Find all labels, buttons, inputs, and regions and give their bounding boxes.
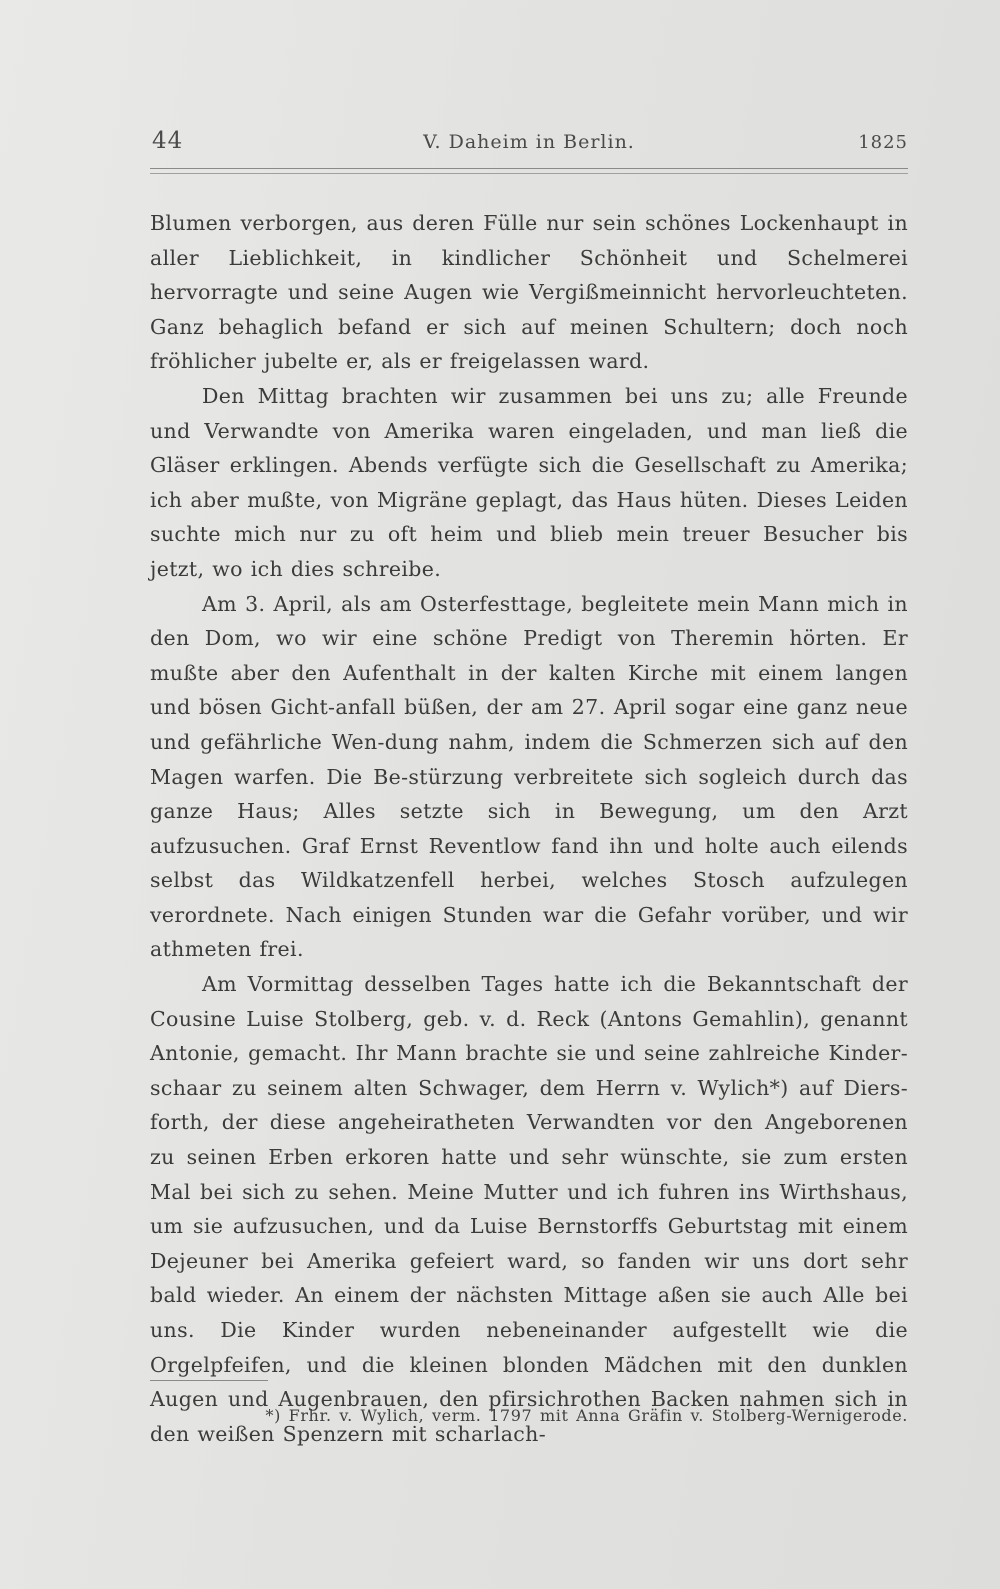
header-rule xyxy=(150,168,908,169)
page-header xyxy=(150,128,908,162)
footnote-rule xyxy=(150,1380,268,1381)
footnote: *) Frhr. v. Wylich, verm. 1797 mit Anna Gräfin v. Stolberg-Wernigerode. xyxy=(265,1406,908,1425)
paragraph: Den Mittag brachten wir zusammen bei uns zu; alle Freunde und Verwandte von Amerika waren eingeladen, und man ließ die Gläser erklingen. Abends verfügte sich die Gesellschaft zu Amerika; ich aber mußte, von Migräne geplagt, das Haus hüten. Dieses Leiden suchte mich nur zu oft heim und blieb mein treuer Besucher bis jetzt, wo ich dies schreibe. xyxy=(150,383,908,581)
header-rule-secondary xyxy=(150,173,908,174)
paragraph-continuation: Blumen verborgen, aus deren Fülle nur sein schönes Lockenhaupt in aller Lieblichkeit, in kindlicher Schönheit und Schelmerei hervorragte und seine Augen wie Vergißmeinnicht hervorleuchteten. Ganz behaglich befand er sich auf meinen Schultern; doch noch fröhlicher jubelte er, als er freigelassen ward. xyxy=(150,211,908,374)
paragraph: Am Vormittag desselben Tages hatte ich die Bekanntschaft der Cousine Luise Stolberg, geb. v. d. Reck (Antons Gemahlin), genannt Antonie, gemacht. Ihr Mann brachte sie und seine zahlreiche Kinder-schaar zu seinem alten Schwager, dem Herrn v. Wylich*) auf Diers-forth, der diese angeheiratheten Verwandten vor den Angeborenen zu seinen Erben erkoren hatte und sehr wünschte, sie zum ersten Mal bei sich zu sehen. Meine Mutter und ich fuhren ins Wirthshaus, um sie aufzusuchen, und da Luise Bernstorffs Geburtstag mit einem Dejeuner bei Amerika gefeiert ward, so fanden wir uns dort sehr bald wieder. An einem der nächsten Mittage aßen sie auch Alle bei uns. Die Kinder wurden nebeneinander aufgestellt wie die Orgelpfeifen, und die kleinen blonden Mädchen mit den dunklen Augen und Augenbrauen, den pfirsichrothen Backen nahmen sich in den weißen Spenzern mit scharlach- xyxy=(150,972,908,1446)
page-number: 44 xyxy=(152,128,184,154)
header-year: 1825 xyxy=(858,132,908,153)
running-title: V. Daheim in Berlin. xyxy=(423,131,635,153)
paragraph: Am 3. April, als am Osterfesttage, begleitete mein Mann mich in den Dom, wo wir eine schöne Predigt von Theremin hörten. Er mußte aber den Aufenthalt in der kalten Kirche mit einem langen und bösen Gicht-anfall büßen, der am 27. April sogar eine ganz neue und gefährliche Wen-dung nahm, indem die Schmerzen sich auf den Magen warfen. Die Be-stürzung verbreitete sich sogleich durch das ganze Haus; Alles setzte sich in Bewegung, um den Arzt aufzusuchen. Graf Ernst Reventlow fand ihn und holte auch eilends selbst das Wildkatzenfell herbei, welches Stosch aufzulegen verordnete. Nach einigen Stunden war die Gefahr vorüber, und wir athmeten frei. xyxy=(150,591,908,962)
body-text xyxy=(150,206,908,1451)
